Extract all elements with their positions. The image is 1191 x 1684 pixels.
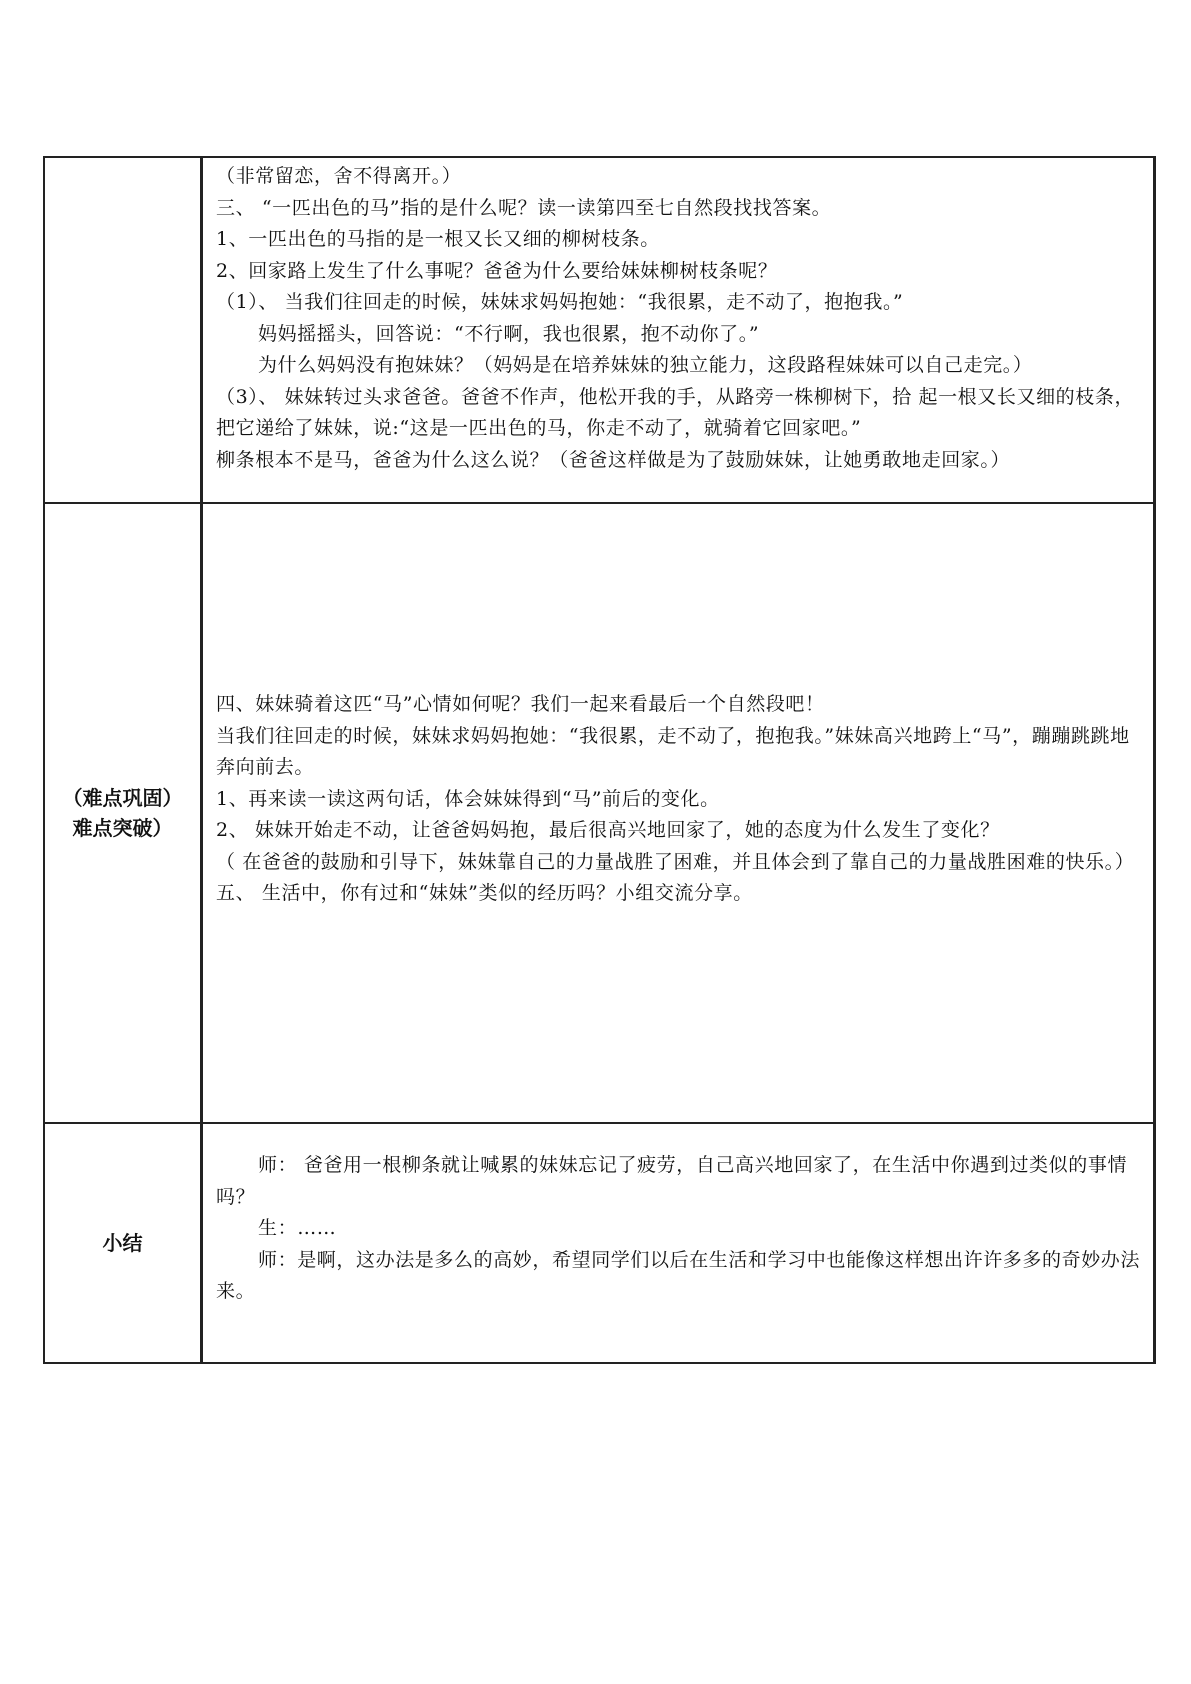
paragraph: 2、 妹妹开始走不动，让爸爸妈妈抱，最后很高兴地回家了，她的态度为什么发生了变化？ (216, 819, 1000, 841)
content-text (203, 158, 1153, 476)
paragraph: 柳条根本不是马，爸爸为什么这么说？（爸爸这样做是为了鼓励妹妹，让她勇敢地走回家。） (216, 448, 1011, 471)
table-row (44, 1123, 1155, 1363)
row-label-difficulty (44, 503, 202, 1123)
paragraph: 为什么妈妈没有抱妹妹？（妈妈是在培养妹妹的独立能力，这段路程妹妹可以自己走完。） (258, 354, 1033, 376)
label-line: 难点突破） (72, 816, 173, 840)
paragraph: （非常留恋，舍不得离开。） (216, 165, 462, 187)
table-row (44, 503, 1155, 1123)
paragraph: 三、 “一匹出色的马”指的是什么呢？读一读第四至七自然段找找答案。 (216, 196, 832, 219)
paragraph: （ 在爸爸的鼓励和引导下，妹妹靠自己的力量战胜了困难，并且体会到了靠自己的力量战胜困难的快乐。） (216, 850, 1135, 873)
paragraph: 1、一匹出色的马指的是一根又长又细的柳树枝条。 (216, 228, 660, 250)
row-label-summary (44, 1123, 202, 1363)
paragraph: 师： 爸爸用一根柳条就让喊累的妹妹忘记了疲劳，自己高兴地回家了，在生活中你遇到过类似的事情吗？ (216, 1154, 1128, 1208)
content-cell (202, 157, 1155, 503)
content-cell (202, 1123, 1155, 1363)
paragraph: 1、再来读一读这两句话，体会妹妹得到“马”前后的变化。 (216, 787, 720, 810)
lesson-plan-table (43, 156, 1156, 1364)
paragraph: （3）、 妹妹转过头求爸爸。爸爸不作声，他松开我的手，从路旁一株柳树下，拾 起一根又长又细的枝条，把它递给了妹妹，说:“这是一匹出色的马，你走不动了，就骑着它回家吧。” (216, 385, 1135, 439)
content-cell (202, 503, 1155, 1123)
paragraph: （1）、 当我们往回走的时候，妹妹求妈妈抱她：“我很累，走不动了，抱抱我。” (216, 291, 904, 313)
content-text (203, 504, 1153, 910)
row-label-empty (44, 157, 202, 503)
table-row (44, 157, 1155, 503)
paragraph: 师：是啊，这办法是多么的高妙，希望同学们以后在生活和学习中也能像这样想出许许多多的奇妙办法来。 (216, 1248, 1141, 1302)
paragraph: 当我们往回走的时候，妹妹求妈妈抱她：“我很累，走不动了，抱抱我。”妹妹高兴地跨上“马”，蹦蹦跳跳地奔向前去。 (216, 724, 1130, 778)
content-text (203, 1124, 1153, 1308)
label-line: 小结 (102, 1231, 143, 1255)
paragraph: 四、妹妹骑着这匹“马”心情如何呢？我们一起来看最后一个自然段吧！ (216, 693, 825, 715)
paragraph: 2、回家路上发生了什么事呢？爸爸为什么要给妹妹柳树枝条呢？ (216, 259, 778, 282)
paragraph: 妈妈摇摇头，回答说：“不行啊，我也很累，抱不动你了。” (258, 322, 760, 345)
paragraph: 生：…… (258, 1217, 337, 1239)
paragraph: 五、 生活中，你有过和“妹妹”类似的经历吗？小组交流分享。 (216, 882, 753, 904)
label-line: （难点巩固） (62, 786, 183, 810)
